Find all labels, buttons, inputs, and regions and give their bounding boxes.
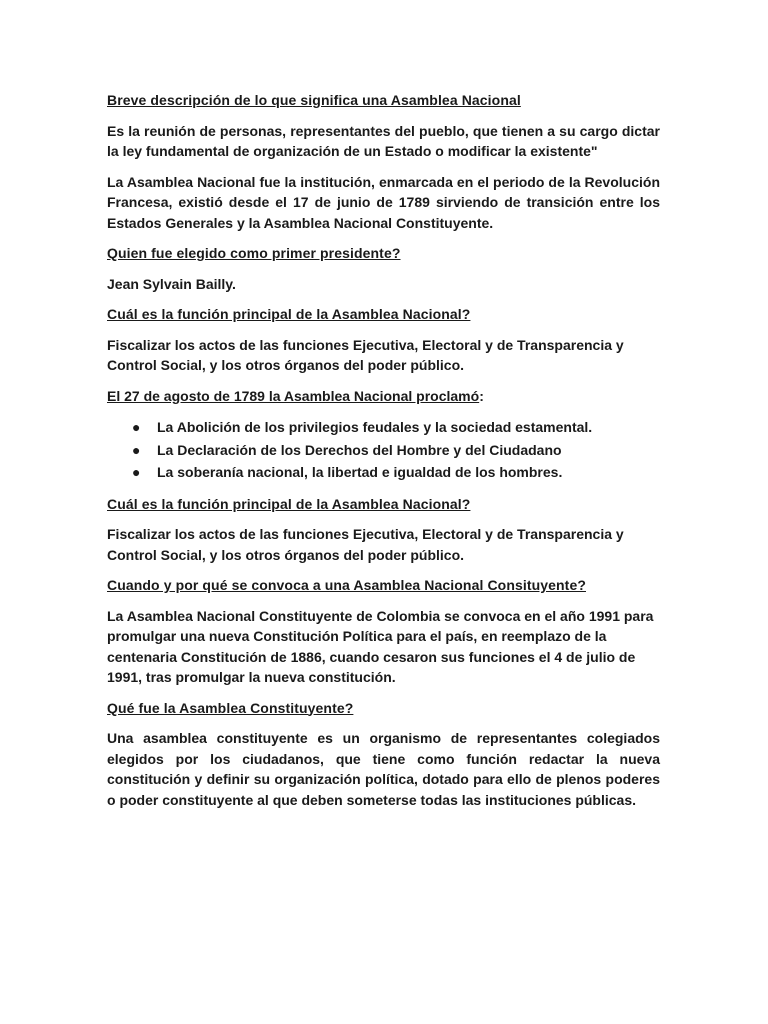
- section-first-president: [107, 243, 660, 294]
- list-item-text: La Declaración de los Derechos del Hombre y del Ciudadano: [157, 441, 562, 458]
- section-heading: Breve descripción de lo que significa una Asamblea Nacional: [107, 92, 521, 108]
- bullet-icon: ●: [132, 441, 141, 458]
- list-item: [107, 439, 660, 462]
- section-paragraph: Una asamblea constituyente es un organismo de representantes colegiados elegidos por los ciudadanos, que tiene como función redactar la nueva constitución y definir su organización política, dotado para ello de plenos poderes o poder constituyente al que deben someterse todas las instituciones públicas.: [107, 730, 660, 808]
- proclamation-list: [107, 416, 660, 484]
- section-paragraph: Fiscalizar los actos de las funciones Ejecutiva, Electoral y de Transparencia y Control Social, y los otros órganos del poder público.: [107, 526, 624, 563]
- section-heading: Cuál es la función principal de la Asamblea Nacional?: [107, 495, 471, 512]
- document-page: [107, 90, 660, 820]
- list-item: [107, 416, 660, 439]
- section-heading-row: [107, 386, 660, 407]
- section-definition: [107, 90, 660, 233]
- list-item-text: La soberanía nacional, la libertad e igualdad de los hombres.: [157, 464, 563, 480]
- section-heading: Qué fue la Asamblea Constituyente?: [107, 699, 354, 716]
- section-proclamation: [107, 386, 660, 484]
- section-paragraph: Es la reunión de personas, representantes del pueblo, que tienen a su cargo dictar la ley fundamental de organización de un Estado o modificar la existente": [107, 122, 660, 159]
- bullet-icon: ●: [132, 419, 141, 435]
- section-paragraph: La Asamblea Nacional Constituyente de Colombia se convoca en el año 1991 para promulgar una nueva Constitución Política para el país, en reemplazo de la centenaria Constitución de 1886, cuando cesaron sus funciones el 4 de julio de 1991, tras promulgar la nueva constitución.: [107, 607, 654, 685]
- list-item: [107, 461, 660, 484]
- section-paragraph: La Asamblea Nacional fue la institución, enmarcada en el periodo de la Revolución Francesa, existió desde el 17 de junio de 1789 sirviendo de transición entre los Estados Generales y la Asamblea Nacional Constituyente.: [107, 173, 660, 231]
- section-heading: El 27 de agosto de 1789 la Asamblea Nacional proclamó: [107, 387, 480, 404]
- section-paragraph: Fiscalizar los actos de las funciones Ejecutiva, Electoral y de Transparencia y Control Social, y los otros órganos del poder público.: [107, 336, 624, 373]
- section-heading: Cuál es la función principal de la Asamblea Nacional?: [107, 306, 471, 322]
- section-paragraph: Jean Sylvain Bailly.: [107, 275, 236, 292]
- section-constituent-assembly: [107, 698, 660, 811]
- heading-suffix: :: [479, 387, 484, 404]
- section-heading: Quien fue elegido como primer presidente?: [107, 245, 401, 261]
- section-constituent-convocation: [107, 575, 660, 688]
- section-main-function: [107, 304, 660, 376]
- bullet-icon: ●: [132, 464, 141, 480]
- list-item-text: La Abolición de los privilegios feudales y la sociedad estamental.: [157, 419, 593, 435]
- section-heading: Cuando y por qué se convoca a una Asamblea Nacional Consituyente?: [107, 577, 586, 593]
- section-main-function-repeat: [107, 494, 660, 566]
